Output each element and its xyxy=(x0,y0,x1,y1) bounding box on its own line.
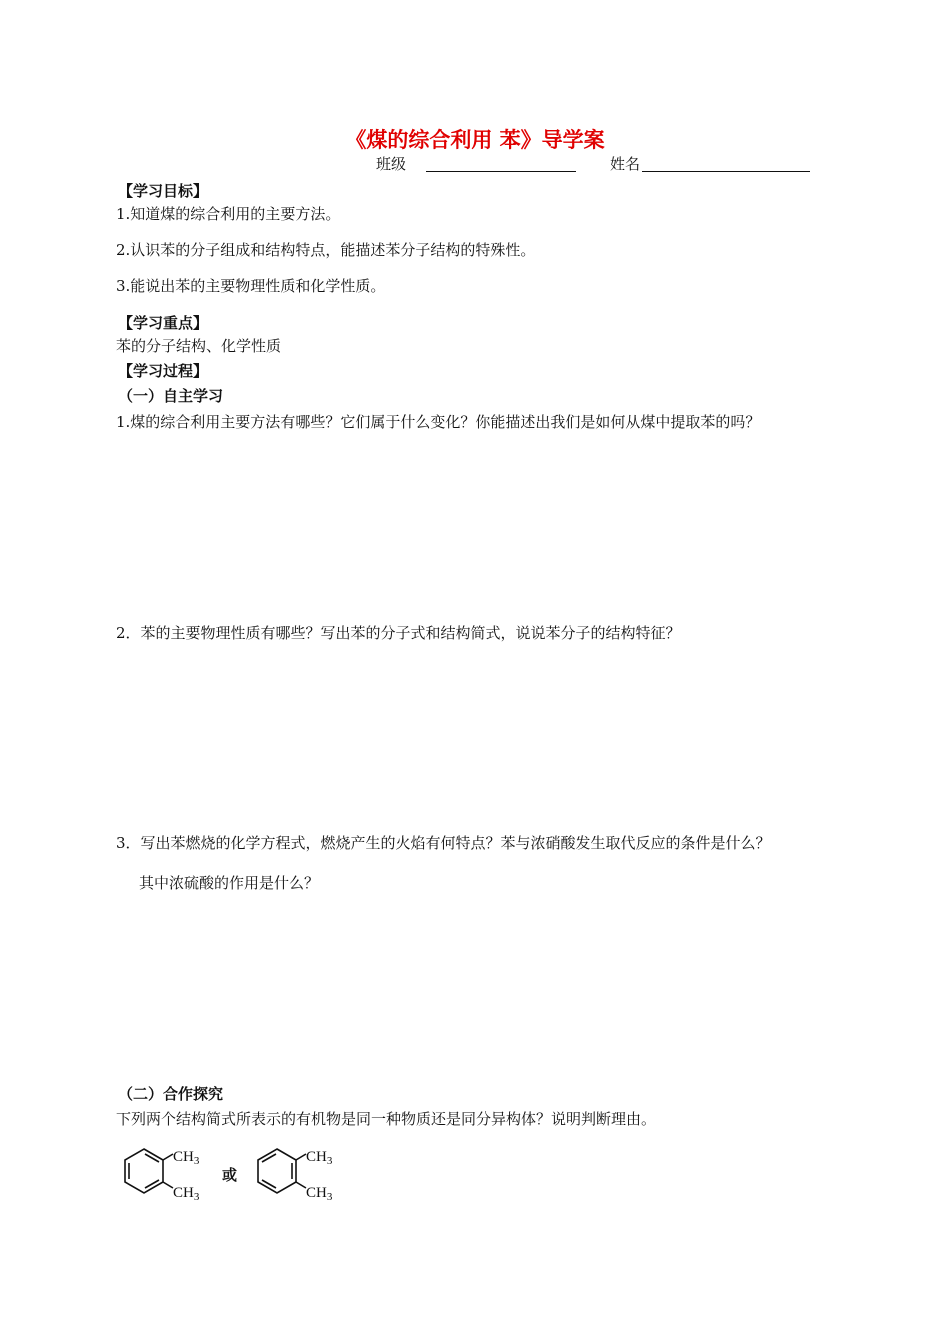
structural-formula-2 xyxy=(248,1142,348,1206)
goal-item: 2.认识苯的分子组成和结构特点，能描述苯分子结构的特殊性。 xyxy=(116,241,536,259)
class-label: 班级 xyxy=(376,155,407,173)
or-label: 或 xyxy=(222,1166,238,1184)
benzene-ring-icon xyxy=(258,1149,306,1193)
coop-heading: （二）合作探究 xyxy=(118,1085,224,1103)
question-2: 2．苯的主要物理性质有哪些？写出苯的分子式和结构简式，说说苯分子的结构特征？ xyxy=(116,624,681,642)
methyl-group-label: $CH_3$ xyxy=(173,1149,200,1167)
self-study-heading: （一）自主学习 xyxy=(118,387,224,405)
goals-heading: 【学习目标】 xyxy=(118,182,209,200)
benzene-ring-icon xyxy=(125,1149,173,1193)
name-blank[interactable] xyxy=(642,171,810,172)
key-text: 苯的分子结构、化学性质 xyxy=(116,337,282,355)
goal-item: 1.知道煤的综合利用的主要方法。 xyxy=(116,205,341,223)
class-blank[interactable] xyxy=(426,171,576,172)
question-3-continued: 其中浓硫酸的作用是什么？ xyxy=(139,874,320,892)
goal-item: 3.能说出苯的主要物理性质和化学性质。 xyxy=(116,277,386,295)
methyl-group-label: $CH_3$ xyxy=(306,1185,333,1203)
methyl-group-label: $CH_3$ xyxy=(173,1185,200,1203)
coop-text: 下列两个结构简式所表示的有机物是同一种物质还是同分异构体？说明判断理由。 xyxy=(116,1110,657,1128)
methyl-group-label: $CH_3$ xyxy=(306,1149,333,1167)
question-1: 1.煤的综合利用主要方法有哪些？它们属于什么变化？你能描述出我们是如何从煤中提取苯的吗？ xyxy=(116,413,761,431)
page-title: 《煤的综合利用 苯》导学案 xyxy=(345,128,605,152)
name-label: 姓名 xyxy=(610,155,641,173)
process-heading: 【学习过程】 xyxy=(118,362,209,380)
structural-formula-1 xyxy=(115,1142,215,1206)
question-3: 3．写出苯燃烧的化学方程式，燃烧产生的火焰有何特点？苯与浓硝酸发生取代反应的条件是什么？ xyxy=(116,834,771,852)
key-heading: 【学习重点】 xyxy=(118,314,209,332)
